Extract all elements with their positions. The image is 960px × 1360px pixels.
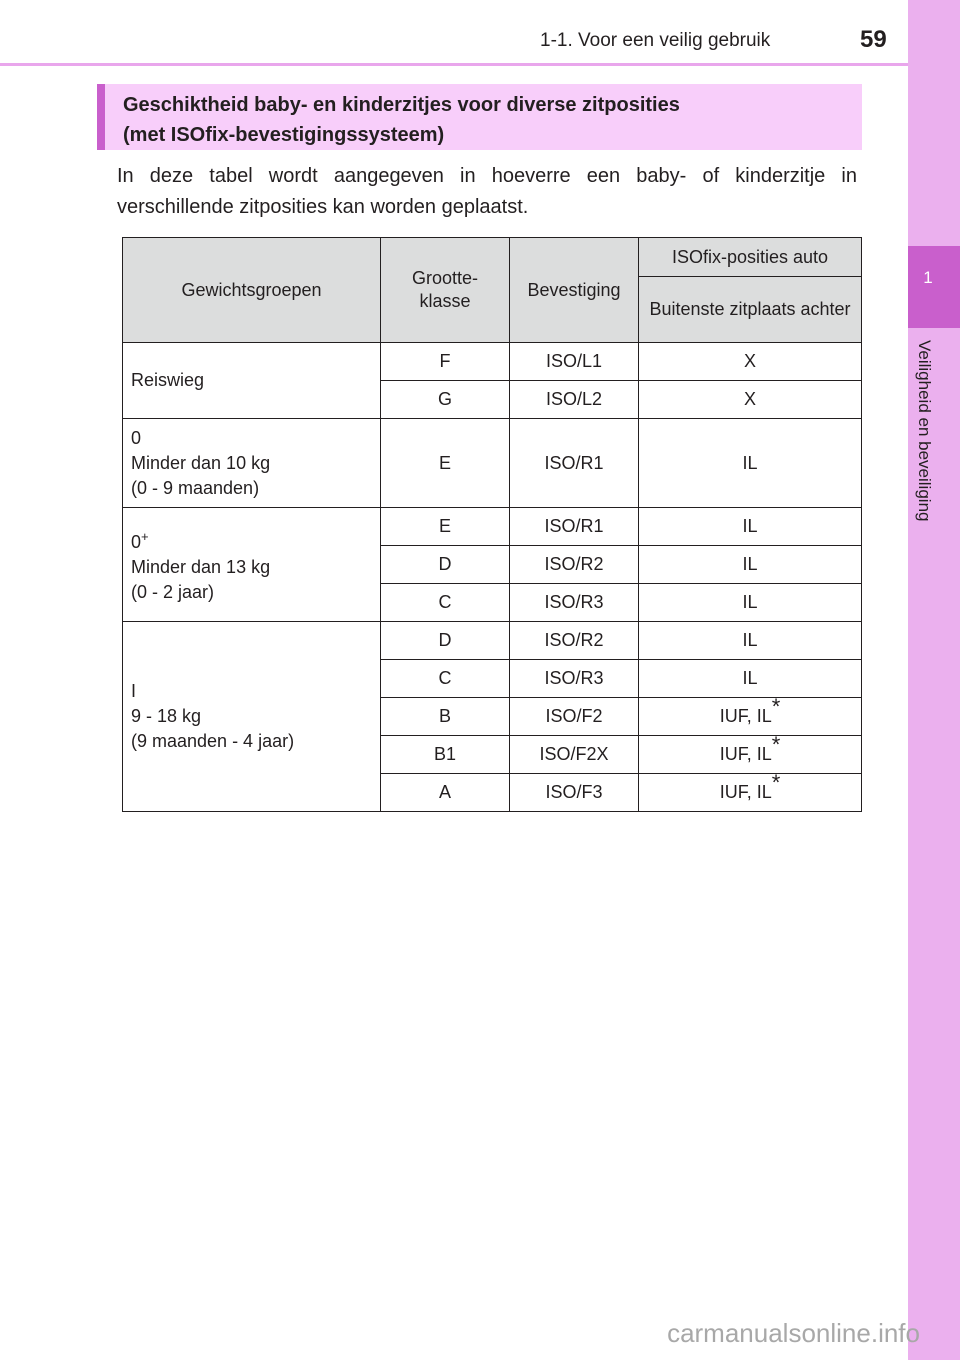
size-cell: C	[381, 660, 510, 698]
group-label-sup: +	[141, 529, 149, 544]
fixture-cell: ISO/F3	[510, 774, 639, 812]
section-title: 1-1. Voor een veilig gebruik	[540, 30, 771, 51]
fixture-cell: ISO/F2	[510, 698, 639, 736]
suitability-value: IUF, IL	[719, 706, 772, 726]
suitability-cell: X	[639, 381, 862, 419]
weight-group-cell	[123, 508, 381, 622]
table-row	[123, 343, 862, 381]
size-cell: C	[381, 584, 510, 622]
size-cell: E	[381, 508, 510, 546]
intro-paragraph: In deze tabel wordt aangegeven in hoeverre een baby- of kinderzitje in verschillende zitposities kan worden geplaatst.	[117, 165, 857, 218]
fixture-cell: ISO/R1	[510, 419, 639, 508]
fixture-cell: ISO/R1	[510, 508, 639, 546]
size-cell: E	[381, 419, 510, 508]
suitability-cell: IL	[639, 660, 862, 698]
chapter-side-tab	[908, 0, 960, 1360]
header-isofix-positions: ISOfix-posities auto	[639, 238, 862, 277]
table-row	[123, 419, 862, 508]
footnote-asterisk: *	[771, 770, 781, 795]
isofix-table	[122, 237, 862, 812]
suitability-cell: IL	[639, 508, 862, 546]
header-weight-group: Gewichtsgroepen	[123, 238, 381, 343]
group-label-main: 0	[131, 532, 142, 552]
suitability-cell: X	[639, 343, 862, 381]
suitability-cell	[639, 732, 862, 774]
suitability-cell	[639, 770, 862, 812]
fixture-cell: ISO/L1	[510, 343, 639, 381]
suitability-cell: IL	[639, 622, 862, 660]
table-row	[123, 508, 862, 546]
fixture-cell: ISO/R2	[510, 546, 639, 584]
fixture-cell: ISO/L2	[510, 381, 639, 419]
size-cell: D	[381, 622, 510, 660]
fixture-cell: ISO/R3	[510, 660, 639, 698]
chapter-number: 1	[923, 268, 933, 287]
footnote-asterisk: *	[771, 694, 781, 719]
chapter-title: Veiligheid en beveiliging	[915, 340, 934, 522]
suitability-value: IUF, IL	[719, 744, 772, 764]
weight-group-cell: Reiswieg	[123, 343, 381, 419]
size-cell: B	[381, 698, 510, 736]
size-cell: G	[381, 381, 510, 419]
header-size-class: Grootte-klasse	[381, 238, 510, 343]
group-label-rest: Minder dan 13 kg (0 - 2 jaar)	[131, 557, 271, 602]
suitability-cell	[639, 694, 862, 736]
fixture-cell: ISO/R2	[510, 622, 639, 660]
section-heading: Geschiktheid baby- en kinderzitjes voor diverse zitposities (met ISOfix-bevestigingssysteem)	[123, 94, 680, 146]
header-outer-rear-seat: Buitenste zitplaats achter	[639, 277, 862, 343]
weight-group-cell: 0 Minder dan 10 kg (0 - 9 maanden)	[123, 419, 381, 508]
size-cell: A	[381, 774, 510, 812]
footnote-asterisk: *	[771, 732, 781, 757]
header-rule	[0, 63, 908, 66]
header-fixture: Bevestiging	[510, 238, 639, 343]
size-cell: D	[381, 546, 510, 584]
weight-group-cell: I 9 - 18 kg (9 maanden - 4 jaar)	[123, 622, 381, 812]
section-heading-box	[97, 84, 862, 150]
watermark: carmanualsonline.info	[667, 1318, 920, 1348]
suitability-value: IUF, IL	[719, 782, 772, 802]
size-cell: F	[381, 343, 510, 381]
suitability-cell: IL	[639, 546, 862, 584]
fixture-cell: ISO/R3	[510, 584, 639, 622]
suitability-cell: IL	[639, 419, 862, 508]
suitability-cell: IL	[639, 584, 862, 622]
table-row	[123, 622, 862, 660]
fixture-cell: ISO/F2X	[510, 736, 639, 774]
size-cell: B1	[381, 736, 510, 774]
page-number: 59	[860, 26, 887, 53]
